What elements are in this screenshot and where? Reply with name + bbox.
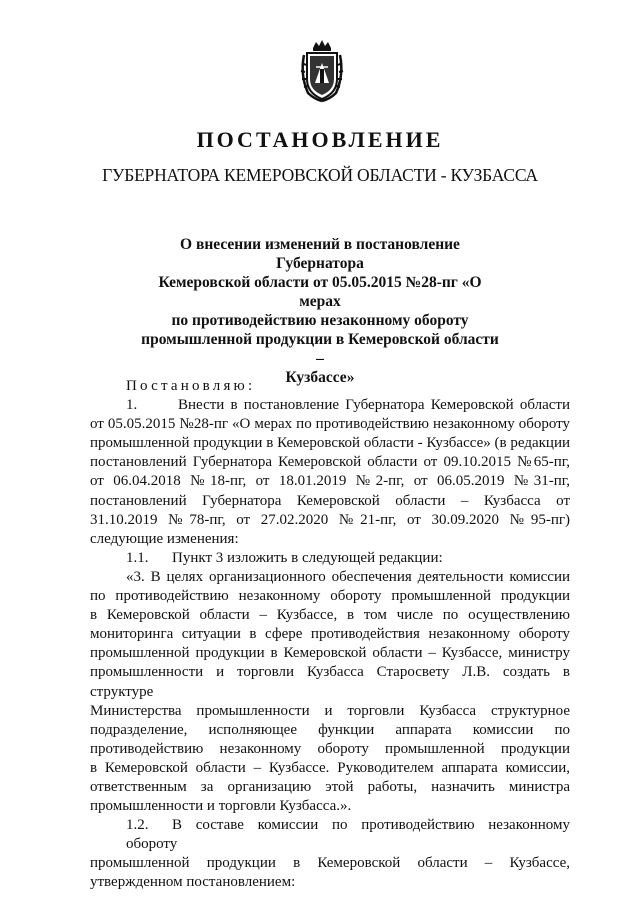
quote-line: ответственным за организацию этой работы, назначить министра xyxy=(90,778,570,795)
document-subtitle: ГУБЕРНАТОРА КЕМЕРОВСКОЙ ОБЛАСТИ - КУЗБАССА xyxy=(102,165,538,185)
paragraph-1-2-line: промышленной продукции в Кемеровской области – Кузбассе, xyxy=(90,855,570,872)
paragraph-1-number: 1. xyxy=(126,397,138,414)
paragraph-1-1 xyxy=(90,549,570,568)
quote-line: мониторинга ситуации в сфере противодействия незаконному обороту xyxy=(90,626,570,643)
quote-line: в Кемеровской области – Кузбассе. Руководителем аппарата комиссии, xyxy=(90,759,570,776)
quote-line: в Кемеровской области – Кузбассе, в том числе по осуществлению xyxy=(90,607,570,624)
heading-line: промышленной продукции в Кемеровской области – xyxy=(141,331,499,367)
coat-of-arms-emblem xyxy=(298,39,346,105)
paragraph-1-line: от 06.04.2018 №18-пг, от 18.01.2019 №2-пг, от 06.05.2019 №31-пг, xyxy=(90,473,570,490)
paragraph-1-line: от 05.05.2015 №28-пг «О мерах по противодействию незаконному обороту xyxy=(90,416,570,433)
paragraph-1-2-line: утвержденном постановлением: xyxy=(90,874,296,891)
paragraph-1-line: 31.10.2019 №78-пг, от 27.02.2020 №21-пг, от 30.09.2020 №95-пг) xyxy=(90,511,570,528)
paragraph-1-line: постановлений Губернатора Кемеровской области от 09.10.2015 №65-пг, xyxy=(90,454,570,471)
paragraph-1-line: следующие изменения: xyxy=(90,530,239,547)
decree-body xyxy=(90,377,570,893)
decree-word-paragraph xyxy=(90,377,570,396)
paragraph-1-1-text: Пункт 3 изложить в следующей редакции: xyxy=(172,549,443,566)
document-title: ПОСТАНОВЛЕНИЕ xyxy=(196,127,444,152)
quote-line: «3. В целях организационного обеспечения деятельности комиссии xyxy=(126,568,570,585)
quote-line: промышленности и торговли Кузбасса Старосвету Л.В. создать в структуре xyxy=(90,664,570,700)
quote-line: противодействию незаконному обороту промышленной продукции xyxy=(90,740,570,757)
paragraph-1-first-line: 1. Внести в постановление Губернатора Кемеровской области xyxy=(90,396,570,415)
heading-line: Кузбассе» xyxy=(285,369,355,386)
paragraph-1 xyxy=(90,396,570,549)
quote-line: подразделение, исполняющее функции аппарата комиссии по xyxy=(90,721,570,738)
paragraph-1-2-number: 1.2. xyxy=(126,817,149,834)
decree-word: Постановляю: xyxy=(126,378,256,394)
paragraph-1-2: 1.2. В составе комиссии по противодействию незаконному обороту промышленной продукции в Кемеровской области – Кузбассе, утвержденном постановлением: xyxy=(90,816,570,892)
paragraph-1-1-number: 1.1. xyxy=(126,549,149,566)
quote-line: Министерства промышленности и торговли Кузбасса структурное xyxy=(90,702,570,719)
heading-line: Кемеровской области от 05.05.2015 №28-пг «О мерах xyxy=(158,274,482,310)
quote-line: по противодействию незаконному обороту промышленной продукции xyxy=(90,588,570,605)
paragraph-1-line: постановлений Губернатора Кемеровской области – Кузбасса от xyxy=(90,492,570,509)
heading-line: О внесении изменений в постановление Губернатора xyxy=(180,236,460,272)
heading-line: по противодействию незаконному обороту xyxy=(171,312,469,329)
quote-line: промышленной продукции в Кемеровской области – Кузбассе, министру xyxy=(90,645,570,662)
paragraph-1-line: промышленной продукции в Кемеровской области - Кузбассе» (в редакции xyxy=(90,435,570,452)
decree-heading xyxy=(140,235,500,387)
paragraph-3-quote xyxy=(90,568,570,816)
quote-line: промышленности и торговли Кузбасса.». xyxy=(90,798,352,815)
